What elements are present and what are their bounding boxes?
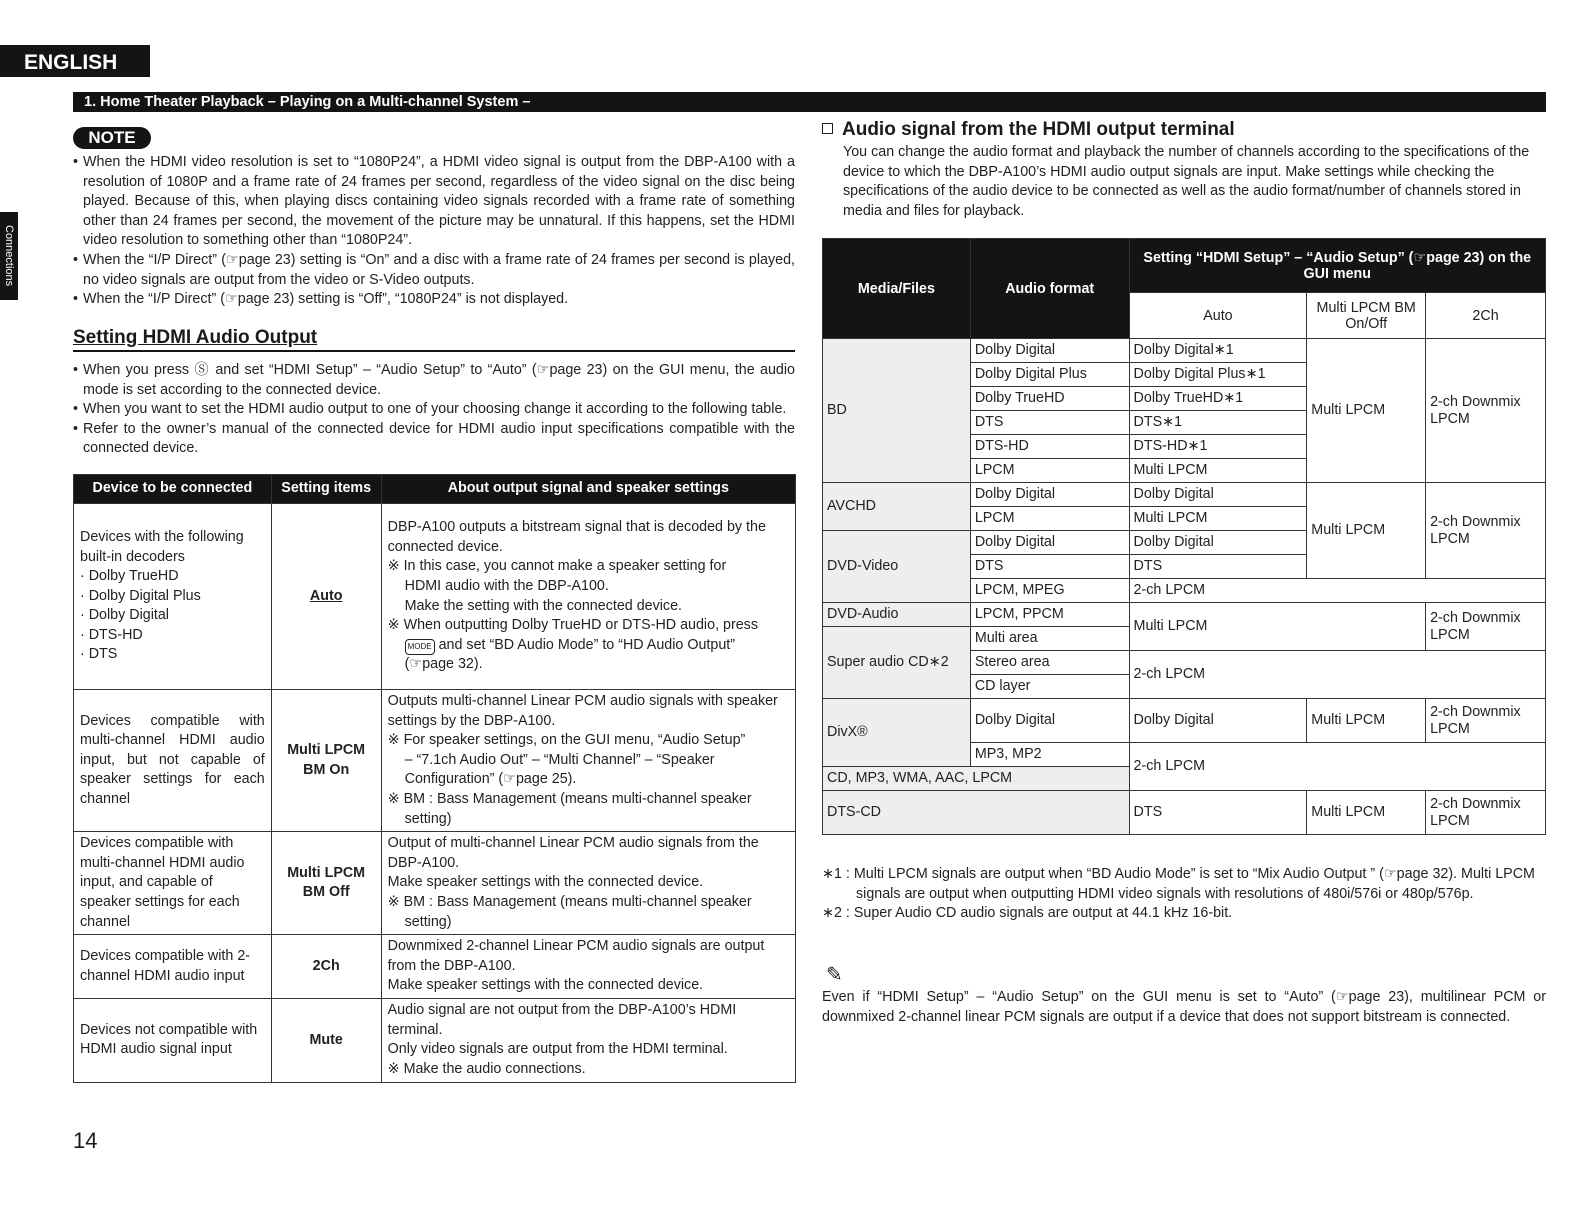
device-cell: Devices not compatible with HDMI audio signal input xyxy=(74,999,272,1082)
device-settings-table xyxy=(73,474,796,1083)
media-divx: DivX® xyxy=(823,699,971,767)
table-row: DTS-HD DTS-HD∗1 xyxy=(823,435,1546,459)
setting-heading: Setting HDMI Audio Output xyxy=(73,327,795,352)
header-auto: Auto xyxy=(1129,293,1307,339)
table-row: AVCHD Dolby Digital Dolby Digital Multi LPCM 2-ch Downmix LPCM xyxy=(823,483,1546,507)
header-device: Device to be connected xyxy=(74,475,272,504)
table-row: Dolby Digital Plus Dolby Digital Plus∗1 xyxy=(823,363,1546,387)
about-cell: Outputs multi-channel Linear PCM audio signals with speaker settings by the DBP-A100. ※ For speaker settings, on the GUI menu, “Audio Setup” – “7.1ch Audio Out” – “Multi Channel” – “Speaker Configuration” (☞page 25). ※ BM : Bass Management (means multi-channel speaker setting) xyxy=(381,690,795,832)
hint-text: Even if “HDMI Setup” – “Audio Setup” on the GUI menu is set to “Auto” (☞page 23), multilinear PCM or downmixed 2-channel linear PCM signals are output if a device that does not support bitstream is connected. xyxy=(822,989,1546,1025)
header-setting: Setting “HDMI Setup” – “Audio Setup” (☞page 23) on the GUI menu xyxy=(1129,239,1545,293)
page-number: 14 xyxy=(73,1128,98,1153)
setting-item: • When you want to set the HDMI audio output to one of your choosing change it according to the following table. xyxy=(73,400,795,420)
device-cell: Devices compatible with 2-channel HDMI audio input xyxy=(74,935,272,999)
note-item: • When the “I/P Direct” (☞page 23) setting is “Off”, “1080P24” is not displayed. xyxy=(73,290,795,310)
language-tab: ENGLISH xyxy=(0,45,150,77)
media-dvd-audio: DVD-Audio xyxy=(823,603,971,627)
table-row: Super audio CD∗2 Multi area xyxy=(823,627,1546,651)
media-dvd-video: DVD-Video xyxy=(823,531,971,603)
media-sacd: Super audio CD∗2 xyxy=(823,627,971,699)
header-about: About output signal and speaker settings xyxy=(381,475,795,504)
mode-button-icon: MODE xyxy=(405,639,435,655)
table-row xyxy=(74,504,796,690)
note-item: • When the HDMI video resolution is set to “1080P24”, a HDMI video signal is output from the DBP-A100 with a resolution of 1080P and a frame rate of 24 frames per second, regardless of the video signal on the disc being played. Because of this, when playing discs containing video signals recorded with a frame rate of something other than 24 frames per second, the movement of the picture may be unnatural. If this happens, set the HDMI video resolution to something other than “1080P24”. xyxy=(73,153,795,251)
device-cell: Devices with the following built-in decoders · Dolby TrueHD · Dolby Digital Plus · Dolby Digital · DTS-HD · DTS xyxy=(74,504,272,690)
table-row: CD layer xyxy=(823,675,1546,699)
pencil-icon: ✎ xyxy=(826,964,843,986)
hdmi-section-description: You can change the audio format and playback the number of channels according to the specifications of the device to which the DBP-A100’s HDMI audio output signals are input. Make settings while checking the specifications of the audio device to be connected as well as the audio format/number of channels stored in media and files for playback. xyxy=(843,144,1530,219)
side-tab-connections: Connections xyxy=(0,212,18,300)
table-row: DVD-Video Dolby Digital Dolby Digital xyxy=(823,531,1546,555)
table-row: DTS DTS xyxy=(823,555,1546,579)
hdmi-section-heading: Audio signal from the HDMI output terminal xyxy=(822,119,1235,141)
setting-cell: Multi LPCM BM Off xyxy=(271,832,381,935)
table-row xyxy=(74,935,796,999)
header-multi-lpcm: Multi LPCM BM On/Off xyxy=(1307,293,1426,339)
table-row: LPCM Multi LPCM xyxy=(823,507,1546,531)
about-cell: DBP-A100 outputs a bitstream signal that is decoded by the connected device. ※ In this case, you cannot make a speaker setting for HDMI audio with the DBP-A100. Make the setting with the connected device. ※ When outputting Dolby TrueHD or DTS-HD audio, press MODE and set “BD Audio Mode” to “HD Audio Output” (☞page 32). xyxy=(381,504,795,690)
table-row: LPCM Multi LPCM xyxy=(823,459,1546,483)
media-cd-files: CD, MP3, WMA, AAC, LPCM xyxy=(823,767,1130,791)
setting-item: • Refer to the owner’s manual of the connected device for HDMI audio input specifications compatible with the connected device. xyxy=(73,420,795,459)
checkbox-square-icon xyxy=(822,123,833,134)
media-avchd: AVCHD xyxy=(823,483,971,531)
table-row xyxy=(74,832,796,935)
section-title: 1. Home Theater Playback – Playing on a Multi-channel System – xyxy=(73,92,1546,112)
header-media: Media/Files xyxy=(823,239,971,339)
header-2ch: 2Ch xyxy=(1426,293,1546,339)
note-item: • When the “I/P Direct” (☞page 23) setting is “On” and a disc with a frame rate of 24 frames per second is played, no video signals are output from the video or S-Video outputs. xyxy=(73,251,795,290)
note-list xyxy=(73,153,795,310)
media-bd: BD xyxy=(823,339,971,483)
table-row: DVD-Audio LPCM, PPCM Multi LPCM 2-ch Downmix LPCM xyxy=(823,603,1546,627)
setting-list xyxy=(73,361,795,459)
header-format: Audio format xyxy=(970,239,1129,339)
table-row xyxy=(74,999,796,1082)
footnote-1: ∗1 : Multi LPCM signals are output when “BD Audio Mode” is set to “Mix Audio Output ” (☞page 32). Multi LPCM signals are output when outputting HDMI video signals with resolutions of 480i/576i or 480p/576p. xyxy=(822,866,1535,902)
table-row: Stereo area 2-ch LPCM xyxy=(823,651,1546,675)
setting-cell: Auto xyxy=(271,504,381,690)
table-row: Dolby TrueHD Dolby TrueHD∗1 xyxy=(823,387,1546,411)
footnotes xyxy=(822,865,1546,924)
about-cell: Audio signal are not output from the DBP-A100’s HDMI terminal. Only video signals are output from the HDMI terminal. ※ Make the audio connections. xyxy=(381,999,795,1082)
table-row: DTS DTS∗1 xyxy=(823,411,1546,435)
table-row: MP3, MP2 2-ch LPCM xyxy=(823,743,1546,767)
table-row: BD Dolby Digital Dolby Digital∗1 Multi LPCM 2-ch Downmix LPCM xyxy=(823,339,1546,363)
table-row: DTS-CD DTS Multi LPCM 2-ch Downmix LPCM xyxy=(823,791,1546,835)
footnote-2: ∗2 : Super Audio CD audio signals are output at 44.1 kHz 16-bit. xyxy=(822,905,1233,922)
table-header-row xyxy=(74,475,796,504)
setting-cell: 2Ch xyxy=(271,935,381,999)
audio-format-table xyxy=(822,238,1546,835)
table-row: DivX® Dolby Digital Dolby Digital Multi LPCM 2-ch Downmix LPCM xyxy=(823,699,1546,743)
media-dts-cd: DTS-CD xyxy=(823,791,1130,835)
device-cell: Devices compatible with multi-channel HDMI audio input, and capable of speaker settings for each channel xyxy=(74,832,272,935)
header-setting: Setting items xyxy=(271,475,381,504)
about-cell: Downmixed 2-channel Linear PCM audio signals are output from the DBP-A100. Make speaker settings with the connected device. xyxy=(381,935,795,999)
device-cell: Devices compatible with multi-channel HDMI audio input, but not capable of speaker settings for each channel xyxy=(74,690,272,832)
setting-item: • When you press Ⓢ and set “HDMI Setup” – “Audio Setup” to “Auto” (☞page 23) on the GUI menu, the audio mode is set according to the connected device. xyxy=(73,361,795,400)
note-badge: NOTE xyxy=(73,127,151,149)
setting-cell: Multi LPCM BM On xyxy=(271,690,381,832)
table-row xyxy=(74,690,796,832)
about-cell: Output of multi-channel Linear PCM audio signals from the DBP-A100. Make speaker settings with the connected device. ※ BM : Bass Management (means multi-channel speaker setting) xyxy=(381,832,795,935)
setting-cell: Mute xyxy=(271,999,381,1082)
table-row: LPCM, MPEG 2-ch LPCM xyxy=(823,579,1546,603)
